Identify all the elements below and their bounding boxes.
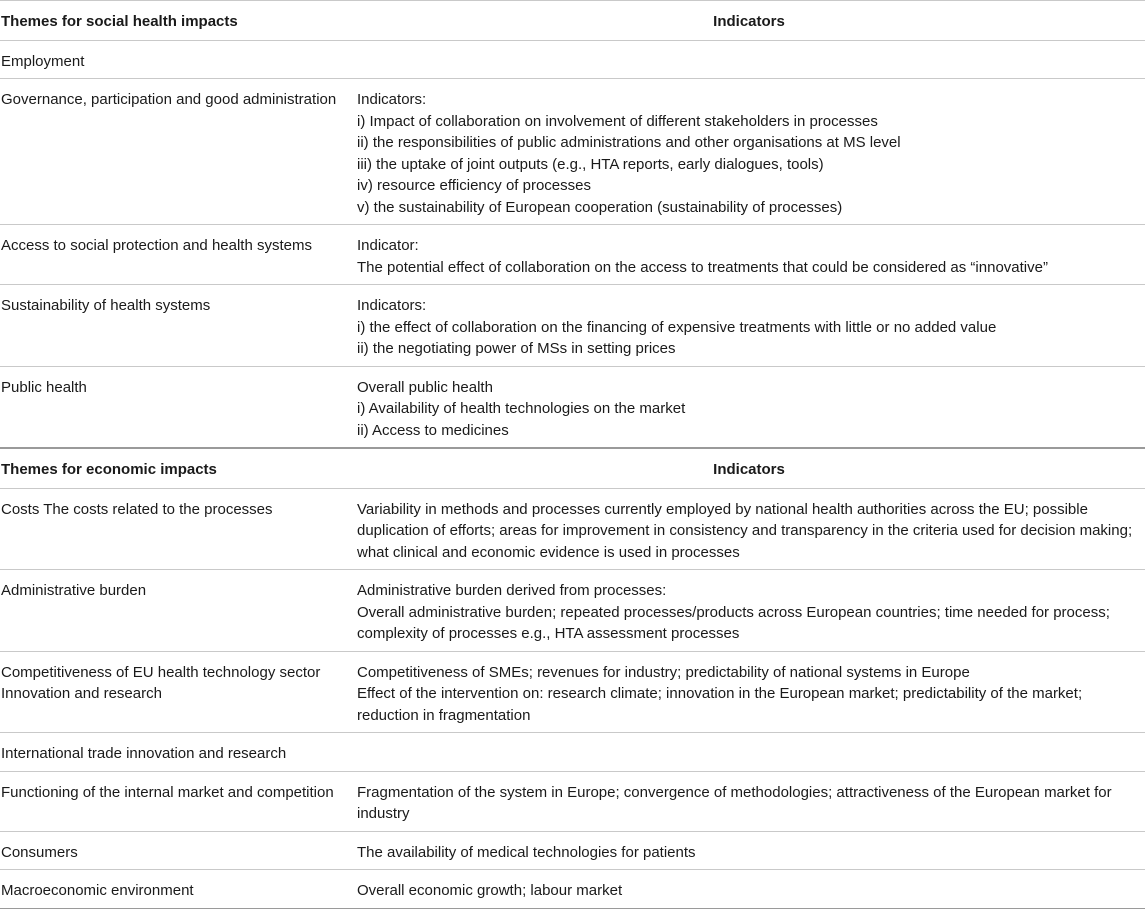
indicator-line: Effect of the intervention on: research climate; innovation in the European market; predictability of the market; reduction in fragmentation — [357, 685, 1083, 724]
table-row — [0, 488, 1145, 570]
indicator-line: Competitiveness of SMEs; revenues for industry; predictability of national systems in Europe — [357, 663, 970, 681]
theme-cell: Public health — [0, 366, 356, 448]
theme-cell: Competitiveness of EU health technology sector Innovation and research — [0, 651, 356, 733]
table-row — [0, 225, 1145, 285]
indicators-cell — [356, 870, 1145, 909]
theme-cell: Access to social protection and health systems — [0, 225, 356, 285]
table-row — [0, 79, 1145, 225]
indicator-line: v) the sustainability of European cooperation (sustainability of processes) — [357, 198, 843, 216]
indicators-cell — [356, 79, 1145, 225]
indicator-line: ii) the responsibilities of public administrations and other organisations at MS level — [357, 134, 901, 151]
indicators-cell — [356, 40, 1145, 79]
indicators-cell — [356, 570, 1145, 652]
indicator-line: iv) resource efficiency of processes — [357, 177, 591, 194]
table-row — [0, 40, 1145, 79]
theme-cell: Governance, participation and good administration — [0, 79, 356, 225]
indicator-line: The potential effect of collaboration on the access to treatments that could be considered as “innovative” — [357, 258, 1048, 276]
theme-cell: Employment — [0, 40, 356, 79]
indicator-line: i) the effect of collaboration on the financing of expensive treatments with little or no added value — [357, 318, 997, 336]
indicators-cell — [356, 831, 1145, 870]
economic-themes-header: Themes for economic impacts — [0, 448, 356, 488]
indicators-cell — [356, 771, 1145, 831]
indicator-line: Fragmentation of the system in Europe; convergence of methodologies; attractiveness of the European market for industry — [357, 783, 1112, 822]
theme-cell: International trade innovation and research — [0, 733, 356, 772]
impacts-table-body — [0, 1, 1145, 909]
social-themes-header: Themes for social health impacts — [0, 1, 356, 41]
indicators-cell — [356, 225, 1145, 285]
theme-cell: Costs The costs related to the processes — [0, 488, 356, 570]
social-header-row — [0, 1, 1145, 41]
indicators-cell — [356, 488, 1145, 570]
indicator-line: i) Availability of health technologies on the market — [357, 400, 686, 417]
table-row — [0, 831, 1145, 870]
theme-cell: Consumers — [0, 831, 356, 870]
indicators-cell — [356, 366, 1145, 448]
indicator-line: Indicators: — [357, 297, 427, 314]
indicator-line: Overall administrative burden; repeated processes/products across European countries; time needed for process; complexity of processes e.g., HTA assessment processes — [357, 603, 1110, 642]
indicator-line: ii) Access to medicines — [357, 421, 509, 439]
economic-indicators-header: Indicators — [356, 448, 1145, 488]
theme-cell: Sustainability of health systems — [0, 285, 356, 367]
economic-header-row — [0, 448, 1145, 488]
table-row — [0, 651, 1145, 733]
indicator-line: Administrative burden derived from processes: — [357, 582, 667, 599]
indicator-line: Indicator: — [357, 237, 419, 254]
theme-cell: Macroeconomic environment — [0, 870, 356, 909]
indicator-line: Overall economic growth; labour market — [357, 882, 623, 899]
table-row — [0, 870, 1145, 909]
indicators-cell — [356, 651, 1145, 733]
table-row — [0, 366, 1145, 448]
table-row — [0, 570, 1145, 652]
indicator-line: The availability of medical technologies for patients — [357, 843, 696, 861]
table-row — [0, 285, 1145, 367]
theme-cell: Functioning of the internal market and competition — [0, 771, 356, 831]
indicator-line: ii) the negotiating power of MSs in setting prices — [357, 340, 676, 357]
social-indicators-header: Indicators — [356, 1, 1145, 41]
indicators-cell — [356, 733, 1145, 772]
theme-cell: Administrative burden — [0, 570, 356, 652]
indicator-line: Indicators: — [357, 91, 427, 108]
indicator-line: Variability in methods and processes currently employed by national health authorities across the EU; possible duplication of efforts; areas for improvement in consistency and transparency in the criteria used for decision making; what clinical and economic evidence is used in processes — [357, 500, 1133, 561]
indicator-line: Overall public health — [357, 378, 493, 396]
table-row — [0, 733, 1145, 772]
indicator-line: iii) the uptake of joint outputs (e.g., HTA reports, early dialogues, tools) — [357, 155, 824, 173]
indicators-cell — [356, 285, 1145, 367]
indicator-line: i) Impact of collaboration on involvement of different stakeholders in processes — [357, 112, 878, 130]
table-row — [0, 771, 1145, 831]
